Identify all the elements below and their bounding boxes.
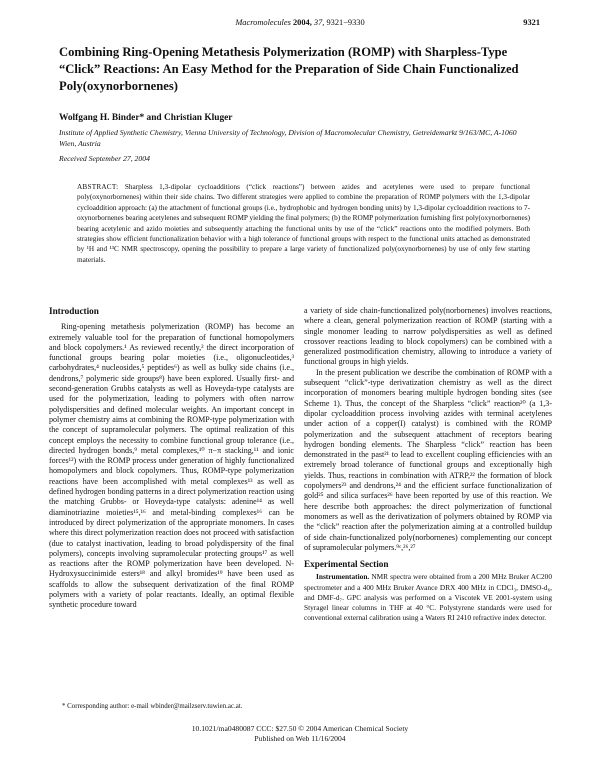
running-head bbox=[0, 18, 600, 32]
present-work-paragraph: In the present publication we describe the combination of ROMP with a subsequent “click”-type derivatization chemistry as well as the direct incorporation of monomers bearing multiple hydrogen bonding sites (see Scheme 1). Thus, the concept of the Sharpless “click” reaction²⁰ (a 1,3-dipolar cycloaddition process involving azides with terminal acetylenes under action of a copper(I) catalyst) is combined with the ROMP polymerization and the subsequent attachment of receptors bearing hydrogen bonding elements. The Sharpless “click” reaction has been demonstrated in the past²¹ to lead to excellent coupling efficiencies with an extremely broad tolerance of functional groups and exceptionally high yields. Thus, reactions in combination with ATRP,²² the formation of block copolymers²³ and dendrons,²⁴ and the efficient surface functionalization of gold²⁵ and silica surfaces²⁶ have been reported by use of this reaction. We here describe both approaches: the direct polymerization of functional monomers as well as the derivatization of polymers obtained by ROMP via the “click” reaction after the polymerization aiming at a controlled buildup of side chain-functionalized poly(norbornenes) complementing our concept of supramolecular polymers.⁹ᶜ,²⁶,²⁷ bbox=[304, 367, 552, 552]
received-date: Received September 27, 2004 bbox=[59, 154, 150, 163]
instrumentation-label: Instrumentation. bbox=[316, 572, 370, 582]
article-title: Combining Ring-Opening Metathesis Polymerization (ROMP) with Sharpless-Type “Click” Reactions: An Easy Method for the Preparation of Side Chain Functionalized Poly(oxynorbornenes) bbox=[59, 45, 519, 93]
corresponding-author-footnote: * Corresponding author: e-mail wbinder@mailzserv.tuwien.ac.at. bbox=[62, 703, 243, 710]
introduction-paragraph: Ring-opening metathesis polymerization (ROMP) has become an extremely valuable tool for the preparation of functional homopolymers and block copolymers.¹ As reviewed recently,² the direct incorporation of functional groups bearing polar moieties (i.e., oligonucleotides,³ carbohydrates,⁴ nucleosides,⁵ peptides⁶) as well as bulky side chains (i.e., dendrons,⁷ polymeric side groups⁸) have been explored. Usually first- and second-generation Grubbs catalysts as well as Hoveyda-type catalysts are used for the polymerization, leading to polymers with often narrow polydispersities and defined molecular weights. An important concept in polymer chemistry aims at combining the ROMP-type polymerization with the concept of supramolecular polymers. The optimal realization of this concept employs the necessity to combine functional group tolerance (i.e., directed hydrogen bonds,⁹ metal complexes,¹⁰ π−π stacking,¹¹ and ionic forces¹²) with the ROMP process under generation of highly functionalized homopolymers and block copolymers. Thus, ROMP-type polymerization reactions have been accomplished with metal complexes¹³ as well as defined hydrogen bonding patterns in a direct polymerization reaction using the matching Grubbs- or Hoveyda-type catalysts: adenine¹⁴ as well diaminotriazine moieties¹⁵,¹⁶ and metal-binding complexes¹⁶ can be introduced by direct polymerization of the appropriate monomers. In cases where this direct polymerization reaction does not proceed with satisfaction (due to catalyst inactivation, leading to broad polydispersity of the final polymers), concepts involving supramolecular protecting groups¹⁷ as well as reactions after the ROMP polymerization have been developed. N-Hydroxysuccinimide esters¹⁸ and alkyl bromides¹⁹ have been used as scaffolds to allow the subsequent derivatization of the final ROMP polymers with a variety of polar reactants. Ideally, an optimal flexible synthetic procedure toward bbox=[49, 322, 294, 610]
journal-name: Macromolecules bbox=[235, 18, 291, 27]
author-list: Wolfgang H. Binder* and Christian Kluger bbox=[59, 113, 233, 123]
publication-date-line: Published on Web 11/16/2004 bbox=[254, 733, 346, 743]
page-number: 9321 bbox=[523, 18, 540, 27]
doi-copyright-line: 10.1021/ma0480087 CCC: $27.50 © 2004 American Chemical Society bbox=[191, 724, 409, 733]
instrumentation-paragraph bbox=[304, 572, 552, 622]
right-column bbox=[304, 306, 552, 623]
instrumentation-text: NMR spectra were obtained from a 200 MHz Bruker AC200 spectrometer and a 400 MHz Bruker Avance DRX 400 MHz in CDCl₃, DMSO-d₆, and DMF-d₇. GPC analysis was performed on a Viscotek VE 2001-system using Styragel linear columns in THF at 40 °C. Polystyrene standards were used for conventional external calibration using a Waters RI 2410 refractive index detector. bbox=[304, 572, 553, 622]
journal-volume: 37, bbox=[313, 18, 325, 27]
affiliation: Institute of Applied Synthetic Chemistry, Vienna University of Technology, Division of Macromolecular Chemistry, Getreidemarkt 9/163/MC, A-1060 Wien, Austria bbox=[59, 128, 517, 148]
experimental-heading: Experimental Section bbox=[304, 559, 389, 570]
introduction-heading: Introduction bbox=[49, 306, 99, 316]
abstract-label: ABSTRACT: bbox=[77, 183, 119, 191]
left-column bbox=[49, 306, 294, 611]
abstract bbox=[77, 182, 530, 265]
journal-citation bbox=[0, 18, 600, 27]
page-footer bbox=[0, 724, 600, 743]
journal-pages: 9321−9330 bbox=[326, 18, 365, 27]
journal-year: 2004, bbox=[292, 18, 312, 27]
abstract-text: Sharpless 1,3-dipolar cycloadditions (“click reactions”) between azides and acetylenes were used to prepare functional poly(oxynorbornenes) within their side chains. Two different strategies were applied to combine the preparation of ROMP polymers with the 1,3-dipolar cycloaddition approach: (a) the attachment of functional groups (i.e., hydrophobic and hydrogen bonding units) by 1,3-dipolar cycloaddition reactions to 7-oxynorbornenes bearing acetylenes and subsequent ROMP yielding the final polymers; (b) the ROMP polymerization furnishing first poly(oxynorbornenes) bearing acetylenic and azido moieties and subsequently attaching the functional units by use of the “click” reactions onto the modified polymers. Both strategies show efficient functionalization behavior with a high tolerance of functional groups with respect to the functional units attached as demonstrated by ¹H and ¹³C NMR spectroscopy, opening the possibility to prepare a large variety of functionalized poly(oxynorbornenes) by use of only few starting materials. bbox=[77, 183, 530, 264]
intro-continuation-paragraph: a variety of side chain-functionalized poly(norbornenes) involves reactions, where a clean, general polymerization reaction of ROMP (starting with a single monomer leading to narrow polydispersities as well as defined crossover reactions leading to block copolymers) can be combined with a generalized postmodification chemistry, allowing to introduce a variety of functional groups in high yields. bbox=[304, 306, 552, 367]
